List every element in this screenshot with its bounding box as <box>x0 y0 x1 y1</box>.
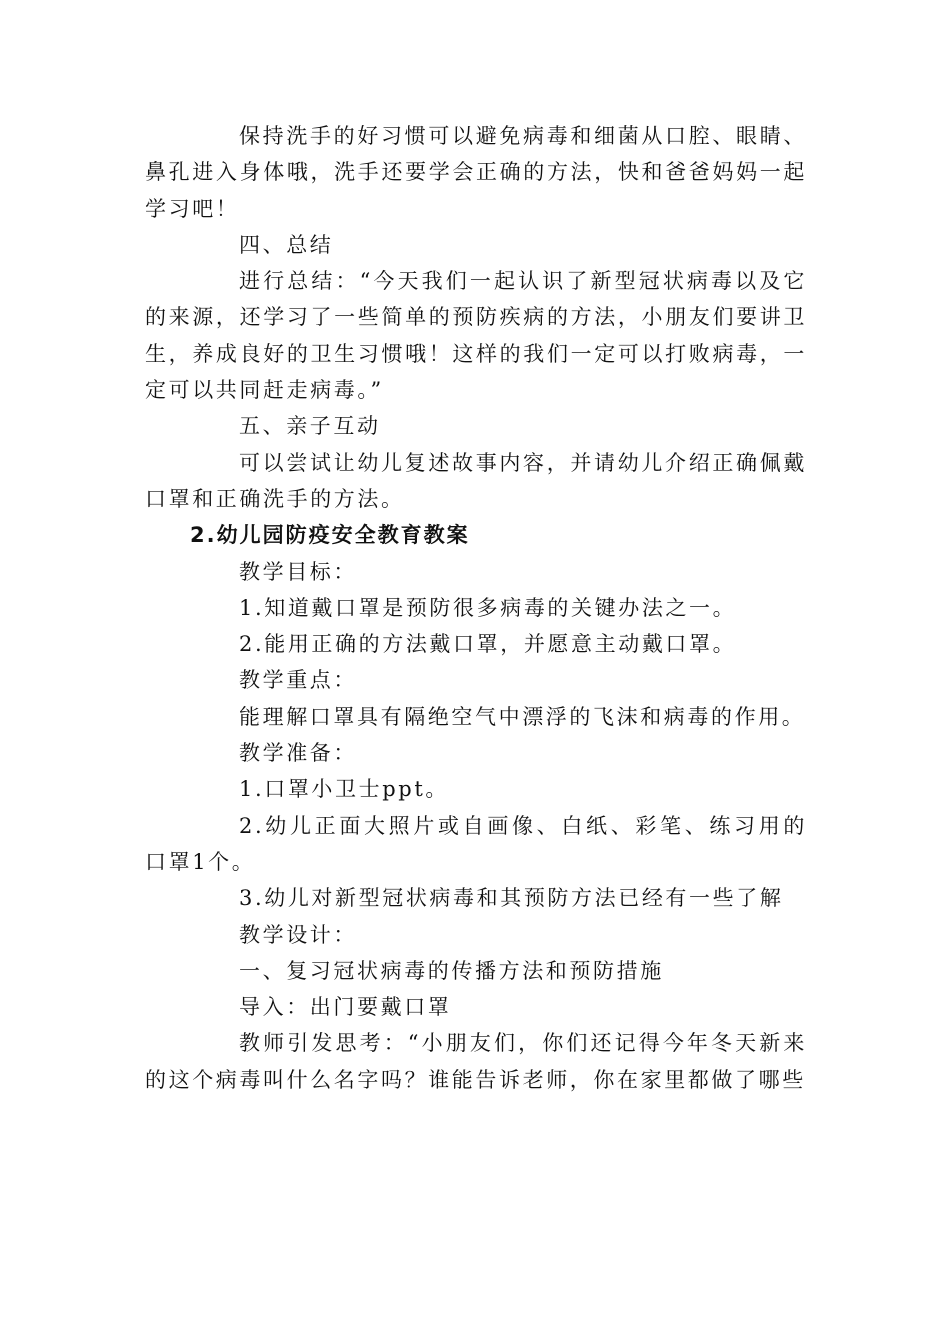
paragraph-handwashing: 保持洗手的好习惯可以避免病毒和细菌从口腔、眼睛、鼻孔进入身体哦，洗手还要学会正确的方法，快和爸爸妈妈一起学习吧！ <box>145 124 807 221</box>
preparation-item-1: 1.口罩小卫士ppt。 <box>239 777 449 802</box>
goal-item-1: 1.知道戴口罩是预防很多病毒的关键办法之一。 <box>239 595 737 620</box>
label-teaching-design: 教学设计： <box>239 922 357 947</box>
document-body <box>145 118 807 1098</box>
paragraph-teaching-focus: 能理解口罩具有隔绝空气中漂浮的飞沫和病毒的作用。 <box>239 704 806 729</box>
preparation-item-2: 2.幼儿正面大照片或自画像、白纸、彩笔、练习用的口罩1个。 <box>145 813 807 874</box>
label-teaching-focus: 教学重点： <box>239 668 357 693</box>
label-teaching-goals: 教学目标： <box>239 559 357 584</box>
section-heading-summary: 四、总结 <box>239 232 334 257</box>
section-heading-parent-child: 五、亲子互动 <box>239 414 381 439</box>
label-teaching-preparation: 教学准备： <box>239 741 357 766</box>
paragraph-parent-child: 可以尝试让幼儿复述故事内容，并请幼儿介绍正确佩戴口罩和正确洗手的方法。 <box>145 450 807 511</box>
preparation-item-3: 3.幼儿对新型冠状病毒和其预防方法已经有一些了解 <box>239 886 784 911</box>
goal-item-2: 2.能用正确的方法戴口罩，并愿意主动戴口罩。 <box>239 632 737 657</box>
paragraph-teacher-question: 教师引发思考：“小朋友们，你们还记得今年冬天新来的这个病毒叫什么名字吗？谁能告诉老师，你在家里都做了哪些 <box>145 1031 807 1092</box>
paragraph-summary: 进行总结：“今天我们一起认识了新型冠状病毒以及它的来源，还学习了一些简单的预防疾病的方法，小朋友们要讲卫生，养成良好的卫生习惯哦！这样的我们一定可以打败病毒，一定可以共同赶走病毒。” <box>145 269 807 403</box>
design-intro: 导入：出门要戴口罩 <box>239 995 452 1020</box>
lesson-plan-title: 2.幼儿园防疫安全教育教案 <box>190 523 470 548</box>
design-step-1: 一、复习冠状病毒的传播方法和预防措施 <box>239 958 664 983</box>
